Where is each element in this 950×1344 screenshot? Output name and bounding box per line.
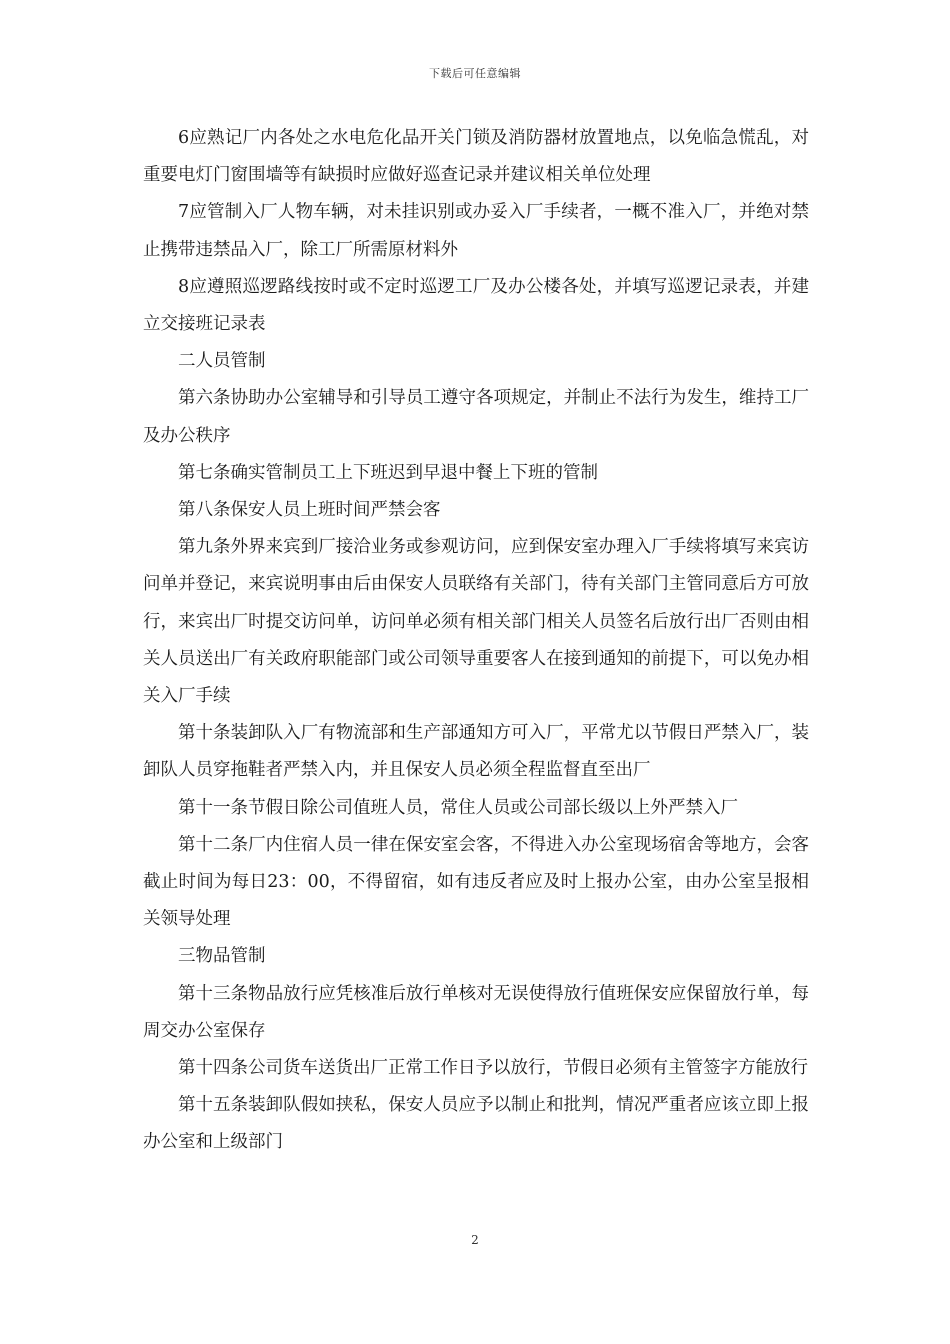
paragraph-article-10: 第十条装卸队入厂有物流部和生产部通知方可入厂，平常尤以节假日严禁入厂，装卸队人员穿拖鞋者严禁入内，并且保安人员必须全程监督直至出厂 [143,723,809,781]
paragraph-rule-7: 7应管制入厂人物车辆，对未挂识别或办妥入厂手续者，一概不准入厂，并绝对禁止携带违禁品入厂，除工厂所需原材料外 [143,202,809,260]
paragraph-article-15: 第十五条装卸队假如挟私，保安人员应予以制止和批判，情况严重者应该立即上报办公室和上级部门 [143,1095,809,1153]
paragraph-article-14: 第十四条公司货车送货出厂正常工作日予以放行，节假日必须有主管签字方能放行 [178,1058,808,1079]
page-number: 2 [471,1233,479,1247]
document-body [143,120,809,1162]
paragraph-article-8: 第八条保安人员上班时间严禁会客 [178,500,441,521]
paragraph-article-6: 第六条协助办公室辅导和引导员工遵守各项规定，并制止不法行为发生，维持工厂及办公秩序 [143,388,809,446]
paragraph-article-13: 第十三条物品放行应凭核准后放行单核对无误使得放行值班保安应保留放行单，每周交办公室保存 [143,983,809,1041]
paragraph-article-7: 第七条确实管制员工上下班迟到早退中餐上下班的管制 [178,462,598,483]
paragraph-article-9: 第九条外界来宾到厂接洽业务或参观访问，应到保安室办理入厂手续将填写来宾访问单并登记，来宾说明事由后由保安人员联络有关部门，待有关部门主管同意后方可放行，来宾出厂时提交访问单，访问单必须有相关部门相关人员签名后放行出厂否则由相关人员送出厂有关政府职能部门或公司领导重要客人在接到通知的前提下，可以免办相关入厂手续 [143,537,809,707]
section-heading-personnel: 二人员管制 [178,351,266,372]
paragraph-article-12: 第十二条厂内住宿人员一律在保安室会客，不得进入办公室现场宿舍等地方，会客截止时间为每日23：00，不得留宿，如有违反者应及时上报办公室，由办公室呈报相关领导处理 [143,834,809,930]
page-header: 下载后可任意编辑 [429,67,521,80]
paragraph-rule-6: 6应熟记厂内各处之水电危化品开关门锁及消防器材放置地点，以免临急慌乱，对重要电灯门窗围墙等有缺损时应做好巡查记录并建议相关单位处理 [143,128,809,186]
paragraph-rule-8: 8应遵照巡逻路线按时或不定时巡逻工厂及办公楼各处，并填写巡逻记录表，并建立交接班记录表 [143,276,809,335]
paragraph-article-11: 第十一条节假日除公司值班人员，常住人员或公司部长级以上外严禁入厂 [178,797,738,818]
section-heading-goods: 三物品管制 [178,946,266,967]
